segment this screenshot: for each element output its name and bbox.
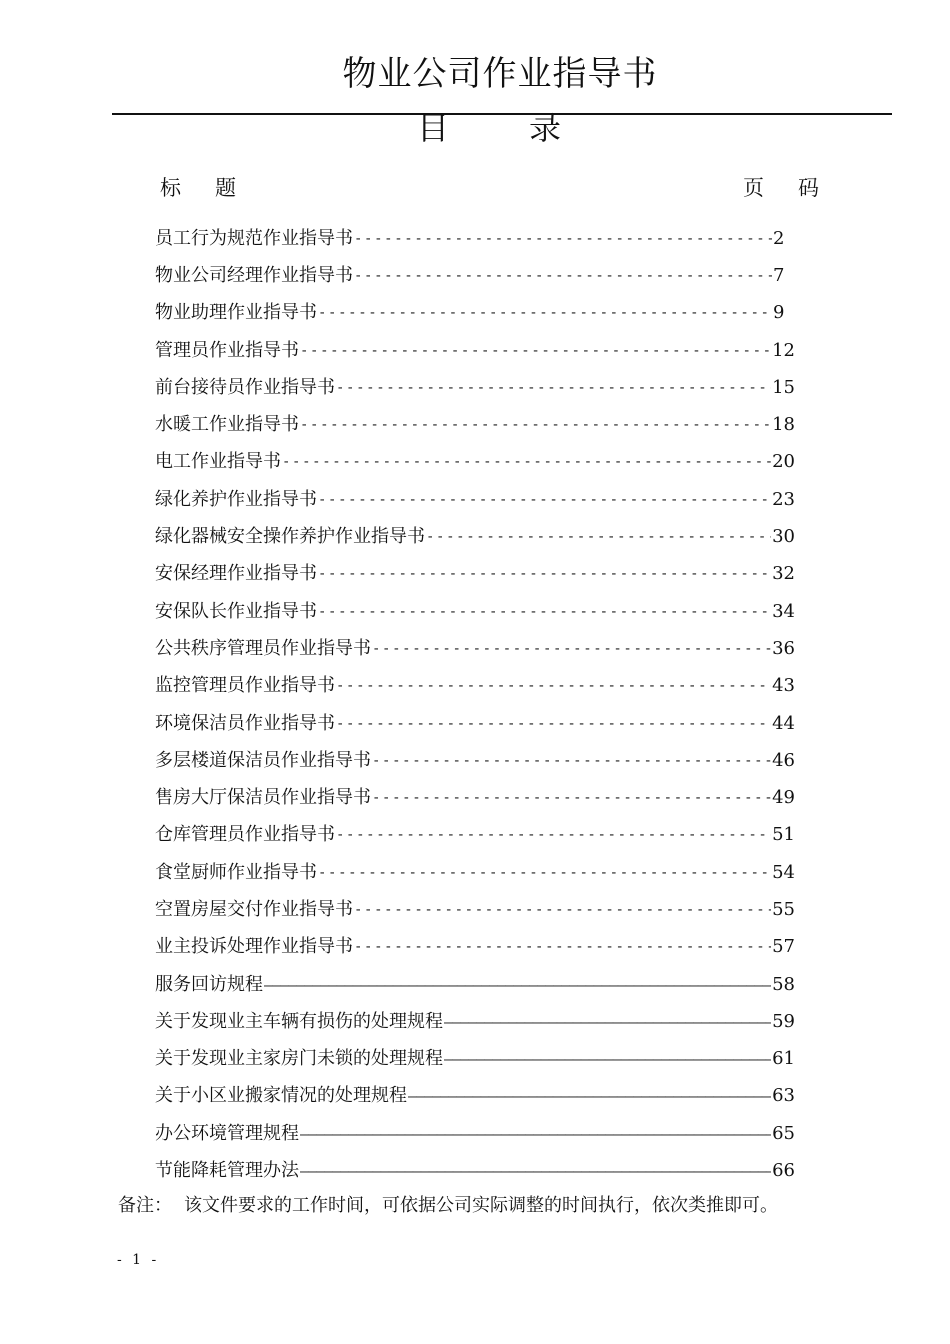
toc-entry[interactable] <box>155 481 795 518</box>
toc-entry-title: 公共秩序管理员作业指导书 <box>155 637 371 659</box>
note-label: 备注： <box>118 1195 172 1216</box>
toc-entry-title: 环境保洁员作业指导书 <box>155 712 335 734</box>
toc-entry[interactable] <box>155 295 795 332</box>
toc-entry-page: 54 <box>772 861 795 883</box>
toc-entry-title: 员工行为规范作业指导书 <box>155 227 353 249</box>
toc-entry-title: 仓库管理员作业指导书 <box>155 824 335 846</box>
column-header-page <box>743 174 819 202</box>
toc-entry-title: 业主投诉处理作业指导书 <box>155 936 353 958</box>
toc-entry-title: 关于小区业搬家情况的处理规程 <box>155 1085 407 1107</box>
toc-entry-leader <box>300 339 771 363</box>
toc-entry-page: 18 <box>772 414 795 436</box>
toc-entry-title: 关于发现业主车辆有损伤的处理规程 <box>155 1010 443 1032</box>
toc-entry-leader <box>408 1084 771 1108</box>
toc-entry-leader <box>444 1047 771 1071</box>
column-header-page-char-1: 页 <box>743 176 764 200</box>
toc-entry-leader <box>318 861 771 885</box>
toc-entry[interactable] <box>155 668 795 705</box>
toc-entry-title: 多层楼道保洁员作业指导书 <box>155 749 371 771</box>
toc-entry[interactable] <box>155 705 795 742</box>
toc-entry-leader <box>372 637 771 661</box>
toc-entry[interactable] <box>155 556 795 593</box>
toc-entry[interactable] <box>155 593 795 630</box>
toc-entry[interactable] <box>155 630 795 667</box>
toc-entry[interactable] <box>155 518 795 555</box>
toc-entry-title: 服务回访规程 <box>155 973 263 995</box>
toc-entry[interactable] <box>155 742 795 779</box>
toc-entry-title: 电工作业指导书 <box>155 451 281 473</box>
toc-entry-title: 物业助理作业指导书 <box>155 302 317 324</box>
toc-entry-leader <box>336 712 771 736</box>
toc-entry-page: 58 <box>772 973 795 995</box>
toc-entry-leader <box>372 786 771 810</box>
column-header-page-char-2: 码 <box>798 176 819 200</box>
toc-entry-page: 66 <box>772 1160 795 1182</box>
toc-entry-title: 办公环境管理规程 <box>155 1122 299 1144</box>
toc-entry-title: 绿化养护作业指导书 <box>155 488 317 510</box>
toc-entry-page: 51 <box>772 824 795 846</box>
toc-entry-leader <box>318 600 771 624</box>
toc-entry[interactable] <box>155 854 795 891</box>
toc-entry-title: 安保队长作业指导书 <box>155 600 317 622</box>
toc-entry-page: 15 <box>772 376 795 398</box>
toc-entry-leader <box>354 227 772 251</box>
toc-entry-leader <box>354 264 772 288</box>
toc-entry-page: 36 <box>772 637 795 659</box>
toc-entry[interactable] <box>155 332 795 369</box>
toc-entry[interactable] <box>155 817 795 854</box>
toc-entry-title: 水暖工作业指导书 <box>155 414 299 436</box>
column-header-title-char-2: 题 <box>215 176 236 200</box>
toc-heading-char-2: 录 <box>529 109 564 147</box>
toc-entry-title: 绿化器械安全操作养护作业指导书 <box>155 526 425 548</box>
column-header-title <box>160 174 236 202</box>
toc-entry-page: 30 <box>772 526 795 548</box>
toc-heading-char-1: 目 <box>416 109 451 147</box>
toc-entry-page: 7 <box>773 264 785 286</box>
toc-entry-page: 23 <box>772 488 795 510</box>
toc-entry-page: 65 <box>772 1122 795 1144</box>
toc-entry-page: 59 <box>772 1010 795 1032</box>
toc-entry[interactable] <box>155 257 795 294</box>
toc-entry[interactable] <box>155 1152 795 1189</box>
page-number: - 1 - <box>117 1252 160 1268</box>
toc-entry-title: 食堂厨师作业指导书 <box>155 861 317 883</box>
toc-entry-page: 12 <box>772 339 795 361</box>
toc-entry-leader <box>300 413 771 437</box>
toc-entry-leader <box>444 1010 771 1034</box>
toc-entry-leader <box>282 450 771 474</box>
toc-entry[interactable] <box>155 929 795 966</box>
toc-entry-page: 34 <box>772 600 795 622</box>
column-header-title-char-1: 标 <box>160 176 181 200</box>
toc-entry-page: 49 <box>772 787 795 809</box>
toc-entry-title: 售房大厅保洁员作业指导书 <box>155 787 371 809</box>
toc-entry-leader <box>336 674 771 698</box>
document-title: 物业公司作业指导书 <box>342 54 658 94</box>
toc-entry-leader <box>318 488 771 512</box>
toc-entry-title: 节能降耗管理办法 <box>155 1160 299 1182</box>
toc-entry[interactable] <box>155 1078 795 1115</box>
note-text: 该文件要求的工作时间，可依据公司实际调整的时间执行，依次类推即可。 <box>184 1195 778 1216</box>
toc-entry[interactable] <box>155 1003 795 1040</box>
toc-entry-page: 63 <box>772 1085 795 1107</box>
toc-entry-page: 55 <box>772 898 795 920</box>
toc-entry[interactable] <box>155 220 795 257</box>
toc-entry[interactable] <box>155 966 795 1003</box>
toc-entry-page: 43 <box>772 675 795 697</box>
toc-entry-leader <box>426 525 771 549</box>
toc-entry-page: 20 <box>772 451 795 473</box>
toc-entry-page: 44 <box>772 712 795 734</box>
toc-entry-page: 9 <box>773 302 785 324</box>
toc-entry[interactable] <box>155 1041 795 1078</box>
toc-entry[interactable] <box>155 891 795 928</box>
toc-entry[interactable] <box>155 369 795 406</box>
toc-entry-page: 2 <box>773 227 785 249</box>
toc-entry-title: 监控管理员作业指导书 <box>155 675 335 697</box>
toc-entry[interactable] <box>155 444 795 481</box>
toc-entry[interactable] <box>155 406 795 443</box>
toc-entry-leader <box>354 935 771 959</box>
toc-entry-leader <box>264 973 771 997</box>
toc-entry-leader <box>318 562 771 586</box>
toc-entry-leader <box>336 376 771 400</box>
toc-entry-leader <box>318 301 772 325</box>
toc-entry-leader <box>300 1122 771 1146</box>
toc-entry[interactable] <box>155 1115 795 1152</box>
toc-entry-leader <box>300 1159 771 1183</box>
toc-entry-page: 32 <box>772 563 795 585</box>
toc-heading <box>0 108 950 148</box>
toc-entry-title: 物业公司经理作业指导书 <box>155 264 353 286</box>
note <box>118 1194 778 1218</box>
toc-entry-leader <box>336 823 771 847</box>
toc-entry-title: 管理员作业指导书 <box>155 339 299 361</box>
toc-entry[interactable] <box>155 779 795 816</box>
toc-entry-title: 前台接待员作业指导书 <box>155 376 335 398</box>
toc-entry-leader <box>354 898 771 922</box>
toc-entry-page: 61 <box>772 1048 795 1070</box>
toc-entry-title: 关于发现业主家房门未锁的处理规程 <box>155 1048 443 1070</box>
toc-entry-page: 57 <box>772 936 795 958</box>
toc-list <box>155 220 795 1190</box>
toc-entry-title: 安保经理作业指导书 <box>155 563 317 585</box>
toc-entry-leader <box>372 749 771 773</box>
toc-entry-page: 46 <box>772 749 795 771</box>
toc-entry-title: 空置房屋交付作业指导书 <box>155 898 353 920</box>
